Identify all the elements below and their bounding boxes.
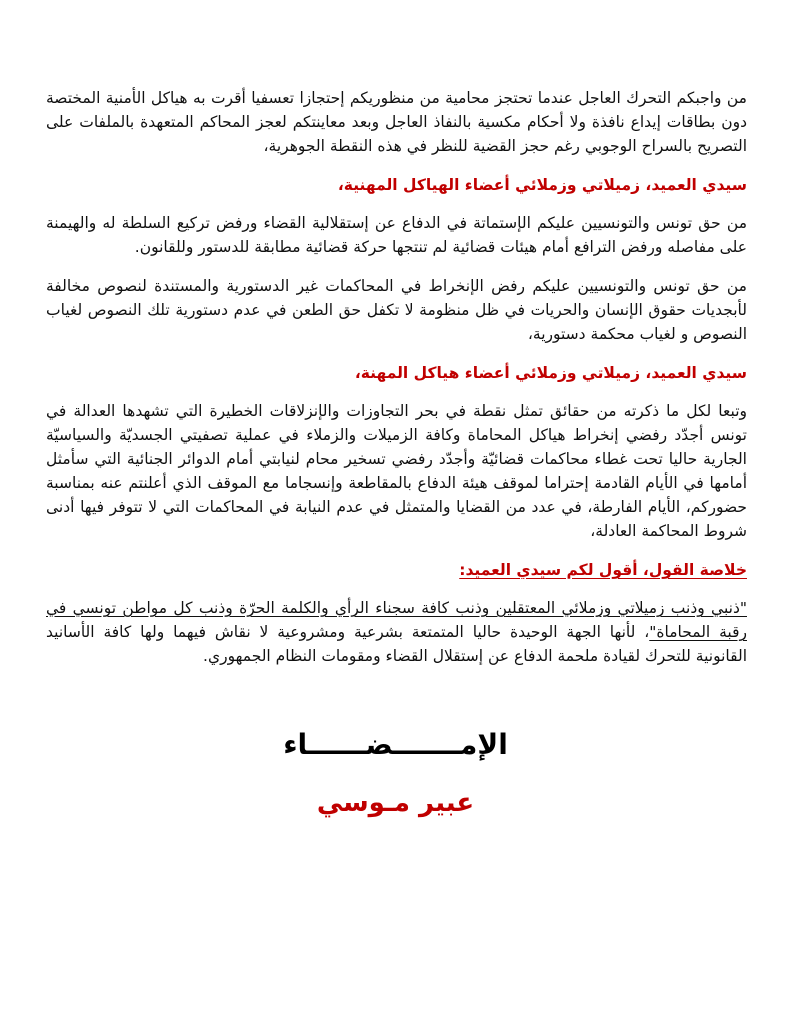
closing-paragraph: [46, 596, 747, 668]
paragraph-refusal: وتبعا لكل ما ذكرته من حقائق تمثل نقطة في بحر التجاوزات والإنزلاقات الخطيرة التي تشهدها العدالة في تونس أجدّد رفضي إنخراط هياكل المحاماة وكافة الزميلات والزملاء في عملية تصفيتي الجسديّة والسياسيّة الجارية حاليا تحت غطاء محاكمات قضائيّة وأجدّد رفضي تسخير محام لنيابتي أمام الدوائر الجنائية التي سأمثل أمامها في الأيام القادمة إحتراما لموقف هيئة الدفاع بالمقاطعة وإنسجاما مع الموقف الذي أعلنتم عنه بمناسبة حضوركم، الأيام الفارطة، في عدد من القضايا والمتمثل في عدم النيابة في المحاكمات التي لا تتوفر فيها أدنى شروط المحاكمة العادلة،: [46, 402, 747, 540]
salutation-heading: سيدي العميد، زميلاتي وزملائي أعضاء الهياكل المهنية،: [337, 176, 747, 194]
paragraph-unconstitutional-trials: من حق تونس والتونسيين عليكم رفض الإنخراط في المحاكمات غير الدستورية والمستندة لنصوص مخالفة لأبجديات حقوق الإنسان والحريات في ظل منظومة لا تكفل حق الطعن في عدم دستورية تلك النصوص لغياب النصوص و لغياب محكمة دستورية،: [46, 277, 747, 343]
closing-rest: ، لأنها الجهة الوحيدة حاليا المتمتعة بشرعية ومشروعية لا نقاش فيهما ولها كافة الأسانيد القانونية للتحرك لقيادة ملحمة الدفاع عن إستقلال القضاء ومقومات النظام الجمهوري.: [46, 623, 747, 665]
conclusion-heading: خلاصة القول، أقول لكم سيدي العميد:: [459, 561, 747, 579]
closing-quote: "ذنبي وذنب زميلاتي وزملائي المعتقلين وذنب كافة سجناء الرأي والكلمة الحرّة وذنب كل مواطن تونسي في رقبة المحاماة": [46, 599, 747, 641]
paragraph-urgent-action: من واجبكم التحرك العاجل عندما تحتجز محامية من منظوريكم إحتجازا تعسفيا أقرت به هياكل الأمنية المختصة دون بطاقات إيداع نافذة ولا أحكام مكسية بالنفاذ العاجل وبعد معاينتكم لعجز المحاكم المتعهدة بالملفات على التصريح بالسراح الوجوبي رغم حجز القضية للنظر في هذه النقطة الجوهرية،: [46, 89, 747, 155]
letter-body: [46, 86, 747, 683]
salutation-heading-2: سيدي العميد، زميلاتي وزملائي أعضاء هياكل المهنة،: [354, 364, 747, 382]
paragraph-judicial-independence: من حق تونس والتونسيين عليكم الإستماتة في الدفاع عن إستقلالية القضاء ورفض تركيع السلطة له والهيمنة على مفاصله ورفض الترافع أمام هيئات قضائية لم تنتجها حركة قضائية مطابقة للدستور وللقانون.: [46, 214, 747, 256]
signature-label: الإمـــــــضــــــاء: [283, 728, 508, 761]
signatory-name: عبير مـوسي: [316, 788, 475, 818]
